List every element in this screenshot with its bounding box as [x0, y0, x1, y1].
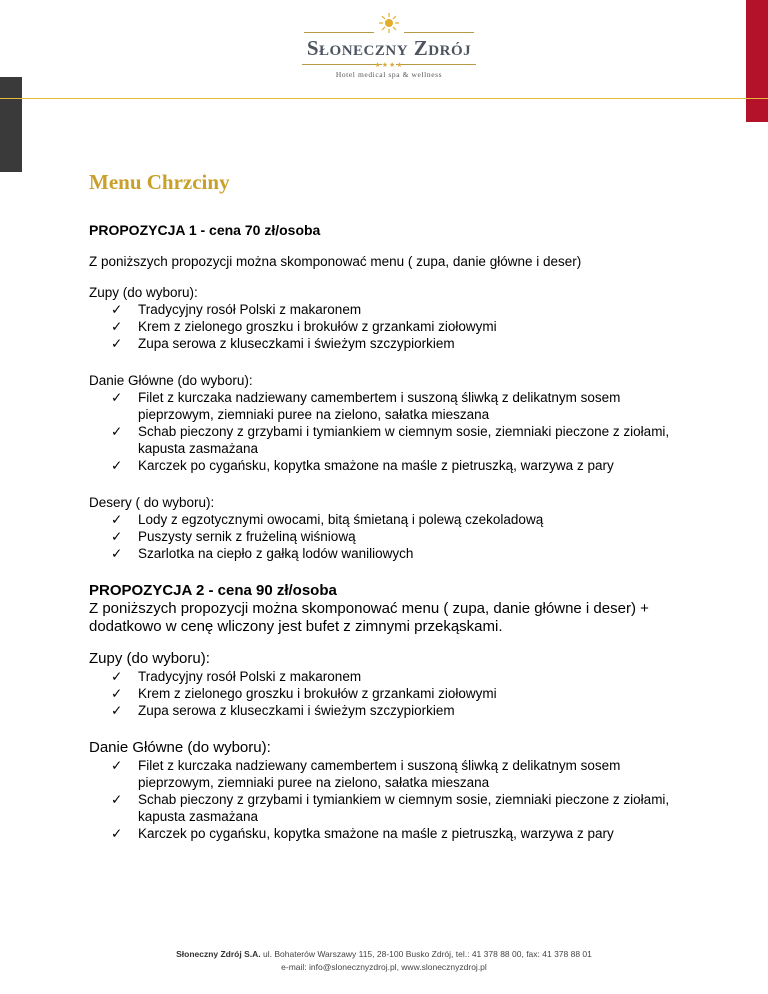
hotel-logo — [278, 12, 500, 78]
check-icon: ✓ — [111, 319, 123, 334]
check-icon: ✓ — [111, 424, 123, 439]
check-icon: ✓ — [111, 703, 123, 718]
list-item: ✓ Schab pieczony z grzybami i tymiankiem w ciemnym sosie, ziemniaki pieczone z ziołami, kapusta zasmażana — [111, 424, 670, 456]
check-icon: ✓ — [111, 669, 123, 684]
check-icon: ✓ — [111, 546, 123, 561]
page-title: Menu Chrzciny — [89, 170, 230, 194]
check-icon: ✓ — [111, 529, 123, 544]
list-item: ✓ Szarlotka na ciepło z gałką lodów waniliowych — [111, 546, 414, 561]
rating-stars: ★★★★ — [374, 62, 404, 69]
list-item: ✓ Karczek po cygańsku, kopytka smażone na maśle z pietruszką, warzywa z pary — [111, 826, 614, 841]
list-item: ✓ Puszysty sernik z frużeliną wiśniową — [111, 529, 356, 544]
menu-content — [89, 222, 689, 842]
list-item: ✓ Krem z zielonego groszku i brokułów z grzankami ziołowymi — [111, 319, 497, 334]
footer-contact: e-mail: info@slonecznyzdroj.pl, www.slonecznyzdroj.pl — [281, 962, 487, 972]
p1-soups-list — [89, 301, 689, 352]
footer-company: Słoneczny Zdrój S.A. — [176, 949, 261, 959]
logo-rule-right — [404, 32, 474, 33]
left-accent-bar — [0, 77, 22, 172]
check-icon: ✓ — [111, 302, 123, 317]
p2-mains-label: Danie Główne (do wyboru): — [89, 739, 271, 756]
check-icon: ✓ — [111, 686, 123, 701]
proposal-1-heading: PROPOZYCJA 1 - cena 70 zł/osoba — [89, 222, 321, 238]
right-accent-bar — [746, 0, 768, 122]
check-icon: ✓ — [111, 826, 123, 841]
proposal-2 — [89, 582, 689, 842]
p2-mains-list — [89, 757, 689, 842]
proposal-2-heading: PROPOZYCJA 2 - cena 90 zł/osoba — [89, 582, 337, 599]
p2-soups-list — [89, 668, 689, 719]
p1-mains-list — [89, 389, 689, 474]
list-item: ✓ Filet z kurczaka nadziewany camembertem i suszoną śliwką z delikatnym sosem pieprzowym, ziemniaki puree na zielono, sałatka mieszana — [111, 390, 621, 422]
brand-name: Słoneczny Zdrój — [306, 36, 472, 60]
list-item: ✓ Krem z zielonego groszku i brokułów z grzankami ziołowymi — [111, 686, 497, 701]
list-item: ✓ Karczek po cygańsku, kopytka smażone na maśle z pietruszką, warzywa z pary — [111, 458, 614, 473]
list-item: ✓ Tradycyjny rosół Polski z makaronem — [111, 669, 362, 684]
brand-tagline: Hotel medical spa & wellness — [335, 70, 443, 79]
check-icon: ✓ — [111, 792, 123, 807]
check-icon: ✓ — [111, 390, 123, 405]
p1-mains-label: Danie Główne (do wyboru): — [89, 373, 253, 388]
p2-soups-label: Zupy (do wyboru): — [89, 650, 210, 667]
p1-desserts-label: Desery ( do wyboru): — [89, 495, 215, 510]
check-icon: ✓ — [111, 458, 123, 473]
check-icon: ✓ — [111, 336, 123, 351]
logo-rule-left — [304, 32, 374, 33]
page-footer — [0, 948, 768, 974]
list-item: ✓ Filet z kurczaka nadziewany camembertem i suszoną śliwką z delikatnym sosem pieprzowym, ziemniaki puree na zielono, sałatka mieszana — [111, 758, 621, 790]
list-item: ✓ Tradycyjny rosół Polski z makaronem — [111, 302, 362, 317]
proposal-2-intro: Z poniższych propozycji można skomponować menu ( zupa, danie główne i deser) + dodatkowo w cenę wliczony jest bufet z zimnymi przekąskami. — [89, 600, 649, 635]
list-item: ✓ Zupa serowa z kluseczkami i świeżym szczypiorkiem — [111, 336, 455, 351]
list-item: ✓ Schab pieczony z grzybami i tymiankiem w ciemnym sosie, ziemniaki pieczone z ziołami, kapusta zasmażana — [111, 792, 670, 824]
footer-address-line — [0, 948, 768, 961]
list-item: ✓ Zupa serowa z kluseczkami i świeżym szczypiorkiem — [111, 703, 455, 718]
sun-icon — [378, 12, 400, 34]
proposal-1-intro: Z poniższych propozycji można skomponować menu ( zupa, danie główne i deser) — [89, 254, 582, 269]
list-item: ✓ Lody z egzotycznymi owocami, bitą śmietaną i polewą czekoladową — [111, 512, 544, 527]
check-icon: ✓ — [111, 512, 123, 527]
check-icon: ✓ — [111, 758, 123, 773]
p1-soups-label: Zupy (do wyboru): — [89, 285, 198, 300]
header-divider — [0, 98, 768, 99]
p1-desserts-list — [89, 511, 689, 562]
footer-address: ul. Bohaterów Warszawy 115, 28-100 Busko Zdrój, tel.: 41 378 88 00, fax: 41 378 88 01 — [263, 949, 592, 959]
